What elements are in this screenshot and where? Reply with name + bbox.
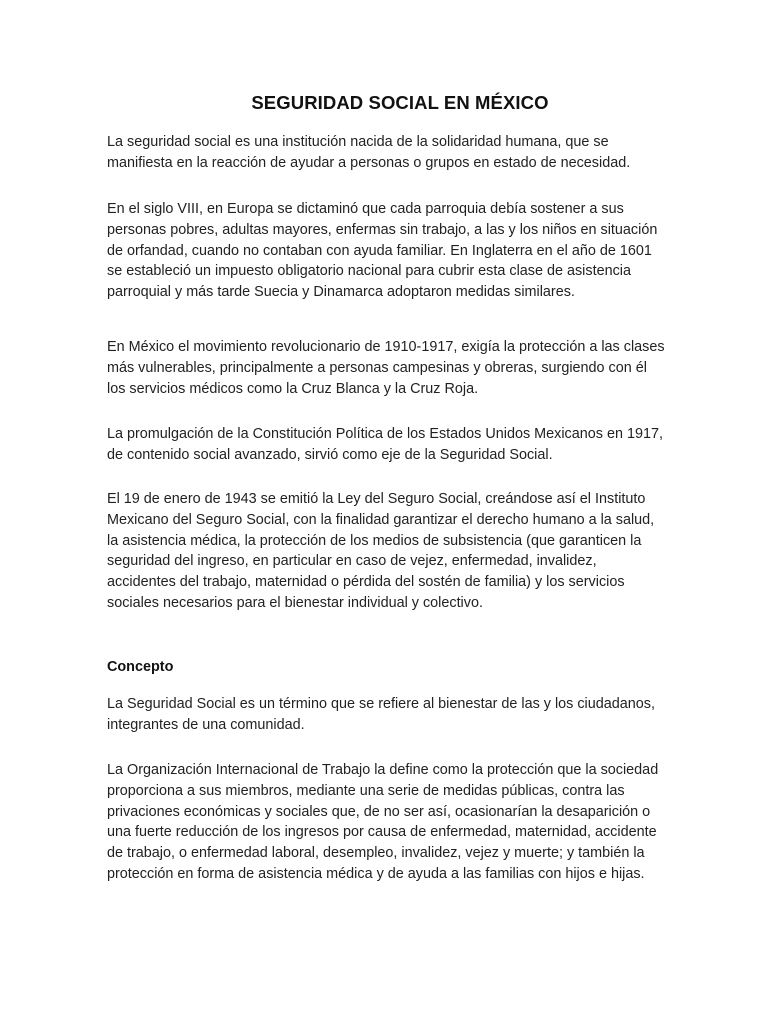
paragraph-history-europe: En el siglo VIII, en Europa se dictaminó que cada parroquia debía sostener a sus personas pobres, adultas mayores, enfermas sin trabajo, a las y los niños en situación de orfandad, cuando no contaban con ayuda familiar. En Inglaterra en el año de 1601 se estableció un impuesto obligatorio nacional para cubrir esta clase de asistencia parroquial y más tarde Suecia y Dinamarca adoptaron medidas similares.	[107, 201, 658, 301]
paragraph-mexico-revolution: En México el movimiento revolucionario de 1910-1917, exigía la protección a las clases más vulnerables, principalmente a personas campesinas y obreras, surgiendo con él los servicios médicos como la Cruz Blanca y la Cruz Roja.	[107, 339, 665, 397]
document-title: SEGURIDAD SOCIAL EN MÉXICO	[251, 92, 549, 113]
section-heading-concepto: Concepto	[107, 659, 174, 675]
paragraph-imss-law: El 19 de enero de 1943 se emitió la Ley del Seguro Social, creándose así el Instituto Mexicano del Seguro Social, con la finalidad garantizar el derecho humano a la salud, la asistencia médica, la protección de los medios de subsistencia (que garanticen la seguridad del ingreso, en particular en caso de vejez, enfermedad, invalidez, accidentes del trabajo, maternidad o pérdida del sostén de familia) y los servicios sociales necesarios para el bienestar individual y colectivo.	[107, 491, 655, 611]
paragraph-constitution: La promulgación de la Constitución Política de los Estados Unidos Mexicanos en 1917, de contenido social avanzado, sirvió como eje de la Seguridad Social.	[107, 426, 663, 463]
paragraph-concept-definition: La Seguridad Social es un término que se refiere al bienestar de las y los ciudadanos, integrantes de una comunidad.	[107, 696, 655, 733]
paragraph-oit-definition: La Organización Internacional de Trabajo la define como la protección que la sociedad proporciona a sus miembros, mediante una serie de medidas públicas, contra las privaciones económicas y sociales que, de no ser así, ocasionarían la desaparición o una fuerte reducción de los ingresos por causa de enfermedad, maternidad, accidente de trabajo, o enfermedad laboral, desempleo, invalidez, vejez y muerte; y también la protección en forma de asistencia médica y de ayuda a las familias con hijos e hijas.	[107, 762, 659, 882]
paragraph-intro: La seguridad social es una institución nacida de la solidaridad humana, que se manifiesta en la reacción de ayudar a personas o grupos en estado de necesidad.	[107, 134, 631, 171]
